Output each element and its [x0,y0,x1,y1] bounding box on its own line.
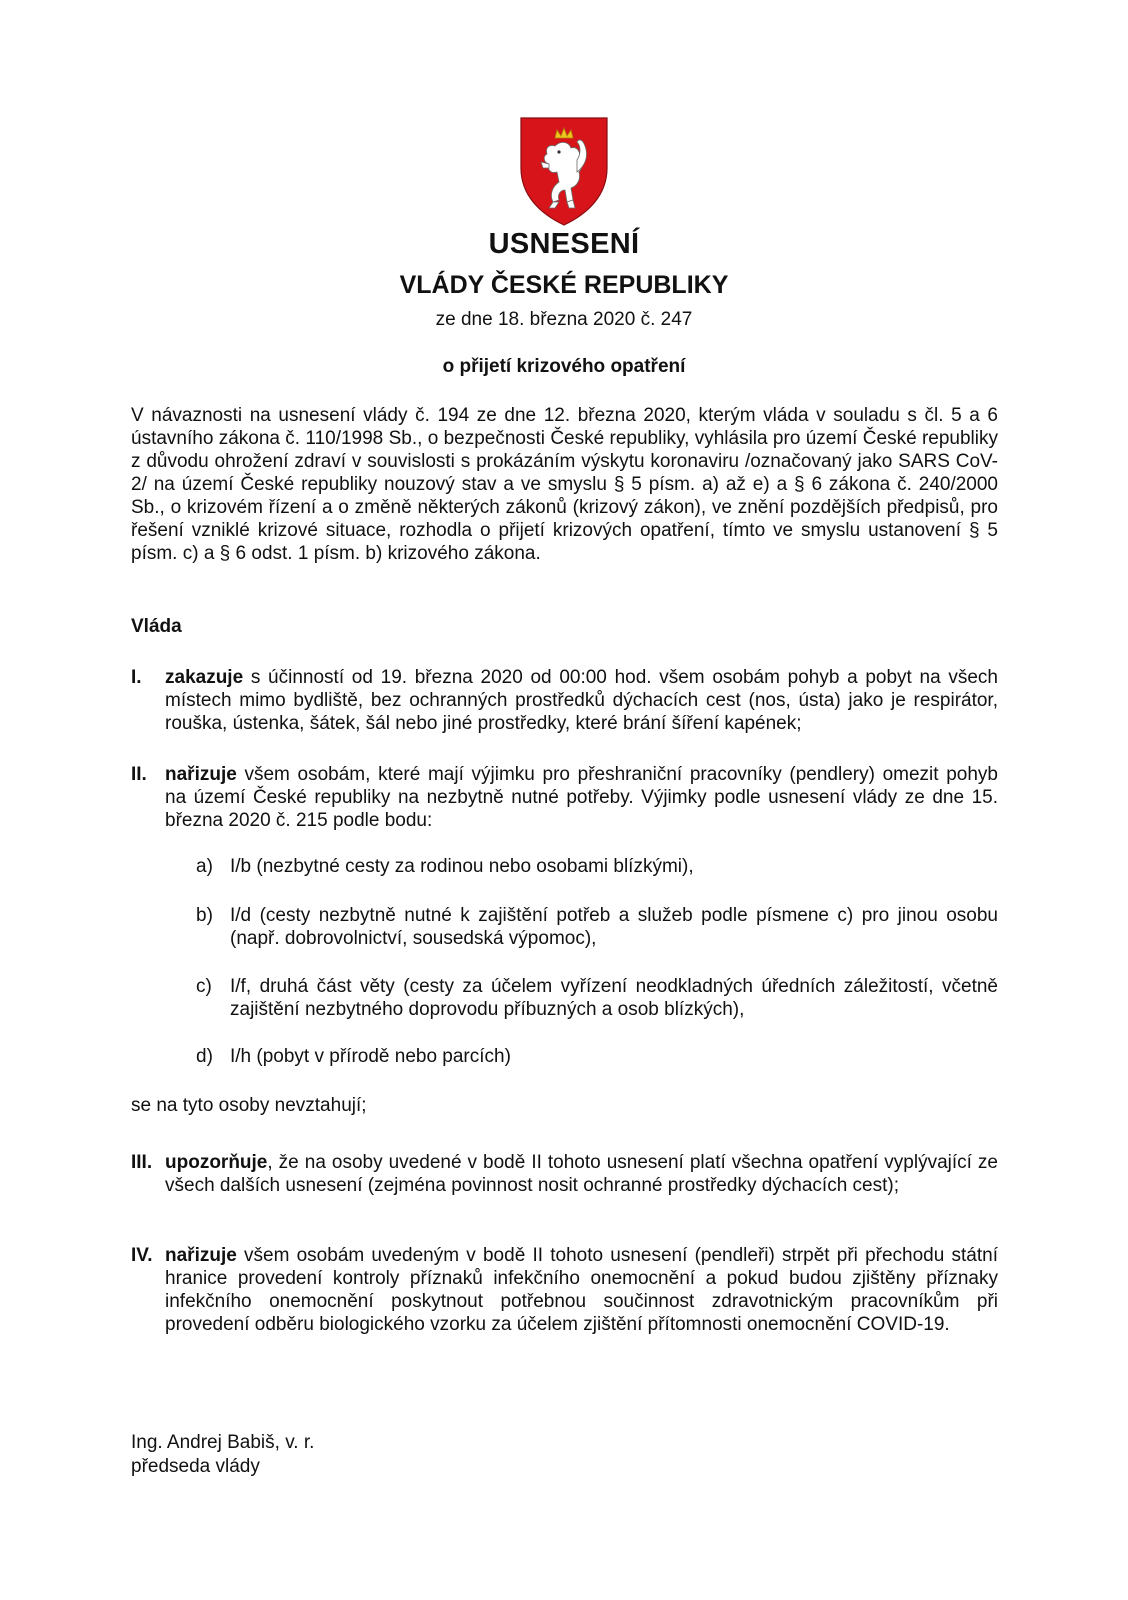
item-verb: upozorňuje [165,1152,268,1173]
sub-item-text: I/b (nezbytné cesty za rodinou nebo osobami blízkými), [230,856,694,877]
document-dateline: ze dne 18. března 2020 č. 247 [435,309,693,330]
resolution-item-2 [131,763,998,832]
document-subtitle: VLÁDY ČESKÉ REPUBLIKY [399,271,729,299]
closing-line: se na tyto osoby nevztahují; [131,1095,367,1116]
item-number: I. [131,667,142,688]
document-title: USNESENÍ [488,228,640,260]
item-text: s účinností od 19. března 2020 od 00:00 hod. všem osobám pohyb a pobyt na všech místech mimo bydliště, bez ochranných prostředků dýchacích cest (nos, ústa) jako je respirátor, rouška, ústenka, šátek, šál nebo jiné prostředky, které brání šíření kapének; [165,667,998,734]
resolution-item-4 [131,1244,998,1336]
item-verb: nařizuje [165,1245,237,1266]
item-text: všem osobám, které mají výjimku pro přeshraniční pracovníky (pendlery) omezit pohyb na území České republiky na nezbytně nutné potřeby. Výjimky podle usnesení vlády ze dne 15. března 2020 č. 215 podle bodu: [165,764,998,831]
sub-item-text: I/f, druhá část věty (cesty za účelem vyřízení neodkladných úředních záležitostí, včetně zajištění nezbytného doprovodu příbuzných a osob blízkých), [230,976,998,1020]
sub-item-text: I/d (cesty nezbytně nutné k zajištění potřeb a služeb podle písmene c) pro jinou osobu (např. dobrovolnictví, sousedská výpomoc), [230,905,998,949]
vlada-heading: Vláda [131,616,182,637]
item-verb: nařizuje [165,764,237,785]
resolution-item-3 [131,1151,998,1197]
signature-name: Ing. Andrej Babiš, v. r. [131,1432,315,1453]
sub-item-a [196,855,998,878]
item-text: , že na osoby uvedené v bodě II tohoto usnesení platí všechna opatření vyplývající ze všech dalších usnesení (zejména povinnost nosit ochranné prostředky dýchacích cest); [165,1152,998,1196]
sub-item-letter: a) [196,856,213,877]
item-verb: zakazuje [165,667,244,688]
sub-item-c [196,975,998,1021]
document-subject: o přijetí krizového opatření [442,356,686,377]
item-number: IV. [131,1245,153,1266]
item-text: všem osobám uvedeným v bodě II tohoto usnesení (pendleři) strpět při přechodu státní hranice provedení kontroly příznaků infekčního onemocnění a pokud budou zjištěny příznaky infekčního onemocnění poskytnout potřebnou součinnost zdravotnickým pracovníkům při provedení odběru biologického vzorku za účelem zjištění přítomnosti onemocnění COVID-19. [165,1245,998,1335]
signature-role: předseda vlády [131,1456,260,1477]
sub-item-d [196,1045,998,1068]
sub-item-letter: c) [196,976,212,997]
sub-item-b [196,904,998,950]
sub-item-letter: b) [196,905,213,926]
intro-paragraph: V návaznosti na usnesení vlády č. 194 ze dne 12. března 2020, kterým vláda v souladu s čl. 5 a 6 ústavního zákona č. 110/1998 Sb., o bezpečnosti České republiky, vyhlásila pro území České republiky z důvodu ohrožení zdraví v souvislosti s prokázáním výskytu koronaviru /označovaný jako SARS CoV-2/ na území České republiky nouzový stav a ve smyslu § 5 písm. a) až e) a § 6 zákona č. 240/2000 Sb., o krizovém řízení a o změně některých zákonů (krizový zákon), ve znění pozdějších předpisů, pro řešení vzniklé krizové situace, rozhodla o přijetí krizových opatření, tímto ve smyslu ustanovení § 5 písm. c) a § 6 odst. 1 písm. b) krizového zákona. [131,405,998,564]
czech-coat-of-arms-icon [519,116,609,227]
resolution-item-1 [131,666,998,735]
sub-item-letter: d) [196,1046,213,1067]
sub-item-text: I/h (pobyt v přírodě nebo parcích) [230,1046,511,1067]
item-number: III. [131,1152,153,1173]
item-number: II. [131,764,147,785]
